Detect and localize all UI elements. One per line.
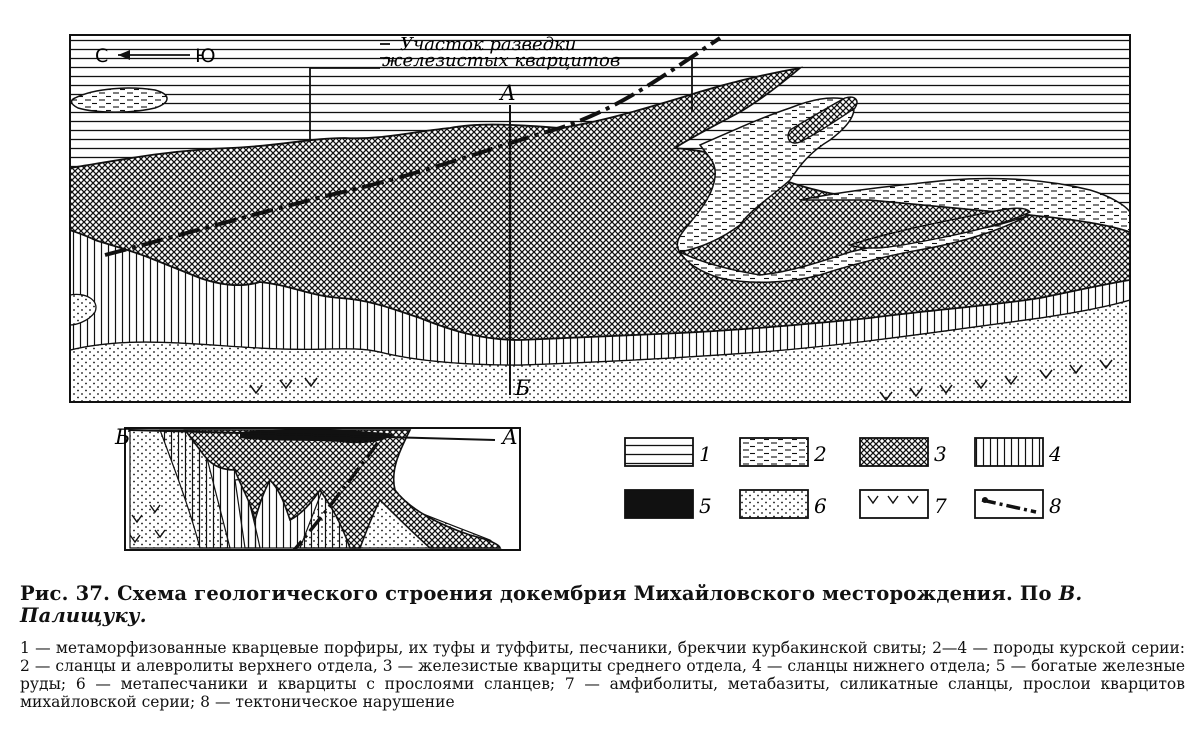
main-section <box>70 35 1130 402</box>
caption-title-text: Рис. 37. Схема геологического строения докембрия Михайловского месторождения. По <box>20 582 1059 605</box>
caption-legend-text: 1 — метаморфизованные кварцевые порфиры, их туфы и туффиты, песчаники, брекчии курбакинской свиты; 2—4 — породы курской серии: 2 — сланцы и алевролиты верхнего отдела, 3 — железистые кварциты среднего отдела, 4 — сланцы нижнего отдела; 5 — богатые железные руды; 6 — метапесчаники и кварциты с прослоями сланцев; 7 — амфиболиты, метабазиты, силикатные сланцы, прослои кварцитов михайловской серии; 8 — тектоническое нарушение <box>20 639 1185 711</box>
legend-swatch-7 <box>860 490 928 518</box>
survey-area-title-1: Участок разведки <box>400 34 577 55</box>
section-label-b: Б <box>115 425 131 449</box>
label-a-top: А <box>500 81 516 105</box>
legend-num-4: 4 <box>1049 442 1062 466</box>
survey-area-title-2: железистых кварцитов <box>382 50 621 71</box>
legend-num-3: 3 <box>934 442 947 466</box>
lower-section <box>130 429 500 555</box>
direction-south-label: Ю <box>195 45 216 67</box>
legend-num-6: 6 <box>814 494 827 518</box>
figure-caption <box>20 583 1185 711</box>
caption-title <box>20 583 1185 627</box>
legend-num-7: 7 <box>934 494 947 518</box>
legend-swatch-2 <box>740 438 808 466</box>
legend <box>625 438 1062 518</box>
legend-num-1: 1 <box>699 442 712 466</box>
legend-num-2: 2 <box>814 442 827 466</box>
legend-swatch-4 <box>975 438 1043 466</box>
legend-swatch-5 <box>625 490 693 518</box>
legend-num-8: 8 <box>1049 494 1062 518</box>
caption-author: В. Палищуку. <box>20 582 1083 627</box>
label-b-bottom: Б <box>515 376 531 400</box>
legend-swatch-3 <box>860 438 928 466</box>
legend-swatch-6 <box>740 490 808 518</box>
legend-swatch-1 <box>625 438 693 466</box>
section-label-a: А <box>502 425 518 449</box>
legend-num-5: 5 <box>699 494 712 518</box>
legend-swatch-8 <box>975 490 1043 518</box>
direction-north-label: С <box>95 45 109 67</box>
